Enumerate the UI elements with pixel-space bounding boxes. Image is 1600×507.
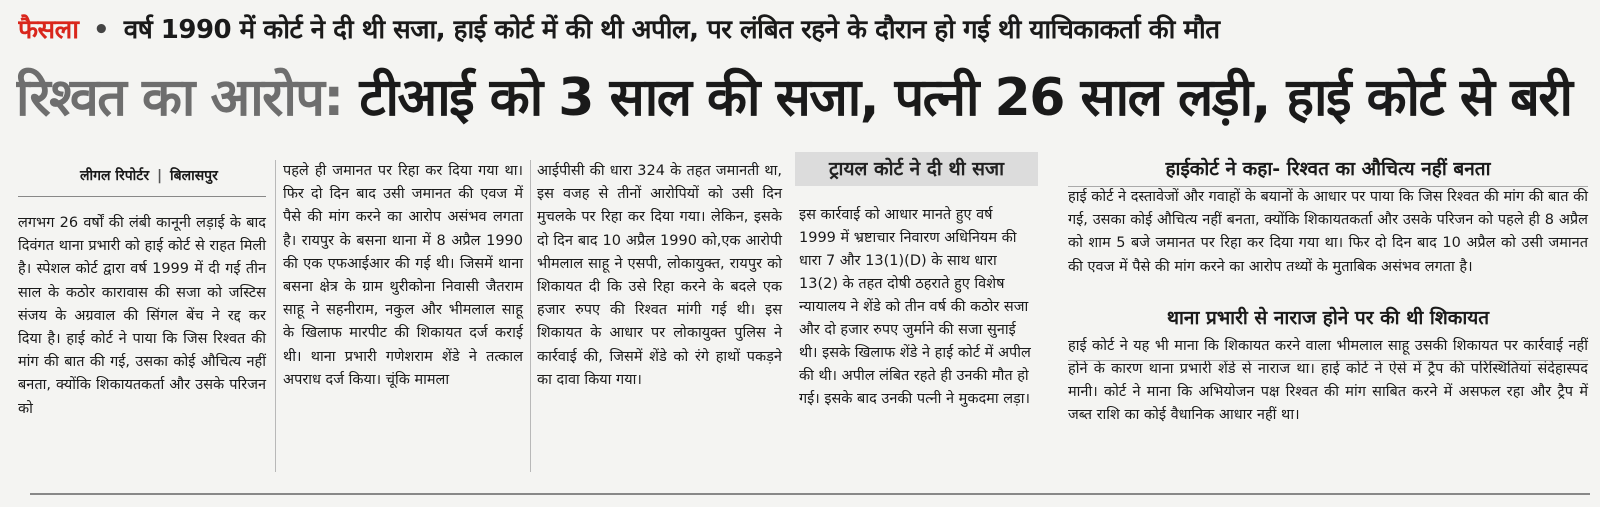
article-column-2: पहले ही जमानत पर रिहा कर दिया गया था। फिर दो दिन बाद उसी जमानत की एवज में पैसे की मांग करने का आरोप असंभव लगता है। रायपुर के बसना थाना में 8 अप्रैल 1990 की एक एफआईआर की गई थी। जिसमें थाना बसना क्षेत्र के ग्राम थुरीकोना निवासी जैतराम साहू ने सहनीराम, नकुल और भीमलाल साहू के खिलाफ मारपीट की शिकायत दर्ज कराई थी। थाना प्रभारी गणेशराम शेंडे ने तत्काल अपराध दर्ज किया। चूंकि मामला — [283, 163, 523, 388]
byline-reporter: लीगल रिपोर्टर — [80, 168, 150, 184]
complaint-text: हाई कोर्ट ने यह भी माना कि शिकायत करने वाला भीमलाल साहू उसकी शिकायत पर कार्रवाई नहीं होने के कारण थाना प्रभारी शेंडे से नाराज था। हाई कोर्ट ने ऐसे में ट्रैप की परिस्थितियां संदेहास्पद मानी। कोर्ट ने माना कि अभियोजन पक्ष रिश्वत की मांग साबित करने में असफल रहा और ट्रैप में जब्त राशि का कोई वैधानिक आधार नहीं था। — [1068, 337, 1588, 424]
headline — [16, 62, 1591, 134]
kicker-bullet: • — [93, 15, 110, 45]
article-column-1: लगभग 26 वर्षों की लंबी कानूनी लड़ाई के बाद दिवंगत थाना प्रभारी को हाई कोर्ट से राहत मिली है। स्पेशल कोर्ट द्वारा वर्ष 1999 में दी गई तीन साल के कठोर कारावास की सजा को जस्टिस संजय के अग्रवाल की सिंगल बेंच ने रद्द कर दिया है। हाई कोर्ट ने पाया कि जिस रिश्वत की मांग की बात की गई, उसका कोई औचित्य नहीं बनता, क्योंकि शिकायतकर्ता और उसके परिजन को — [18, 215, 266, 417]
trial-court-heading: ट्रायल कोर्ट ने दी थी सजा — [795, 152, 1038, 186]
kicker-text: वर्ष 1990 में कोर्ट ने दी थी सजा, हाई कोर्ट में की थी अपील, पर लंबित रहने के दौरान हो गई थी याचिकाकर्ता की मौत — [123, 15, 1220, 45]
byline-city: बिलासपुर — [169, 168, 218, 184]
byline-divider — [18, 196, 266, 197]
headline-main: टीआई को 3 साल की सजा, पत्नी 26 साल लड़ी, हाई कोर्ट से बरी — [359, 68, 1572, 128]
section-divider — [1068, 360, 1588, 361]
section-divider — [1068, 186, 1588, 187]
high-court-text: हाई कोर्ट ने दस्तावेजों और गवाहों के बयानों के आधार पर पाया कि जिस रिश्वत की मांग की बात की गई, उसका कोई औचित्य नहीं बनता, क्योंकि शिकायतकर्ता और उसके परिजन को पहले ही 8 अप्रैल को शाम 5 बजे जमानत पर रिहा कर दिया गया था। फिर दो दिन बाद 10 अप्रैल को उसी जमानत की एवज में पैसे की मांग करने का आरोप तथ्यों के मुताबिक असंभव लगता है। — [1068, 189, 1588, 275]
high-court-heading: हाईकोर्ट ने कहा- रिश्वत का औचित्य नहीं बनता — [1165, 158, 1491, 180]
article-column-3: आईपीसी की धारा 324 के तहत जमानती था, इस वजह से तीनों आरोपियों को उसी दिन मुचलके पर रिहा कर दिया गया। लेकिन, इसके दो दिन बाद 10 अप्रैल 1990 को,एक आरोपी भीमलाल साहू ने एसपी, लोकायुक्त, रायपुर को शिकायत दी कि उसे रिहा करने के बदले एक हजार रुपए की रिश्वत मांगी गई थी। इस शिकायत के आधार पर लोकायुक्त पुलिस ने कार्रवाई की, जिसमें शेंडे को रंगे हाथों पकड़ने का दावा किया गया। — [537, 163, 782, 388]
byline-separator: | — [156, 168, 163, 184]
high-court-section — [1068, 152, 1588, 428]
kicker-tag: फैसला — [18, 15, 79, 45]
column-divider — [275, 160, 276, 472]
kicker-line — [18, 10, 1593, 50]
byline — [80, 166, 218, 185]
complaint-heading: थाना प्रभारी से नाराज होने पर की थी शिकायत — [1166, 306, 1490, 329]
trial-court-text: इस कार्रवाई को आधार मानते हुए वर्ष 1999 में भ्रष्टाचार निवारण अधिनियम की धारा 7 और 13(1)(D) के साथ धारा 13(2) के तहत दोषी ठहराते हुए विशेष न्यायालय ने शेंडे को तीन वर्ष की कठोर सजा और दो हजार रुपए जुर्माने की सजा सुनाई थी। इसके खिलाफ शेंडे ने हाई कोर्ट में अपील की थी। अपील लंबित रहते ही उनकी मौत हो गई। इसके बाद उनकी पत्नी ने मुकदमा लड़ा। — [799, 207, 1031, 407]
trial-court-box — [793, 152, 1040, 472]
bottom-rule — [30, 493, 1590, 495]
column-divider — [530, 160, 531, 472]
headline-lead: रिश्वत का आरोप: — [16, 68, 343, 128]
